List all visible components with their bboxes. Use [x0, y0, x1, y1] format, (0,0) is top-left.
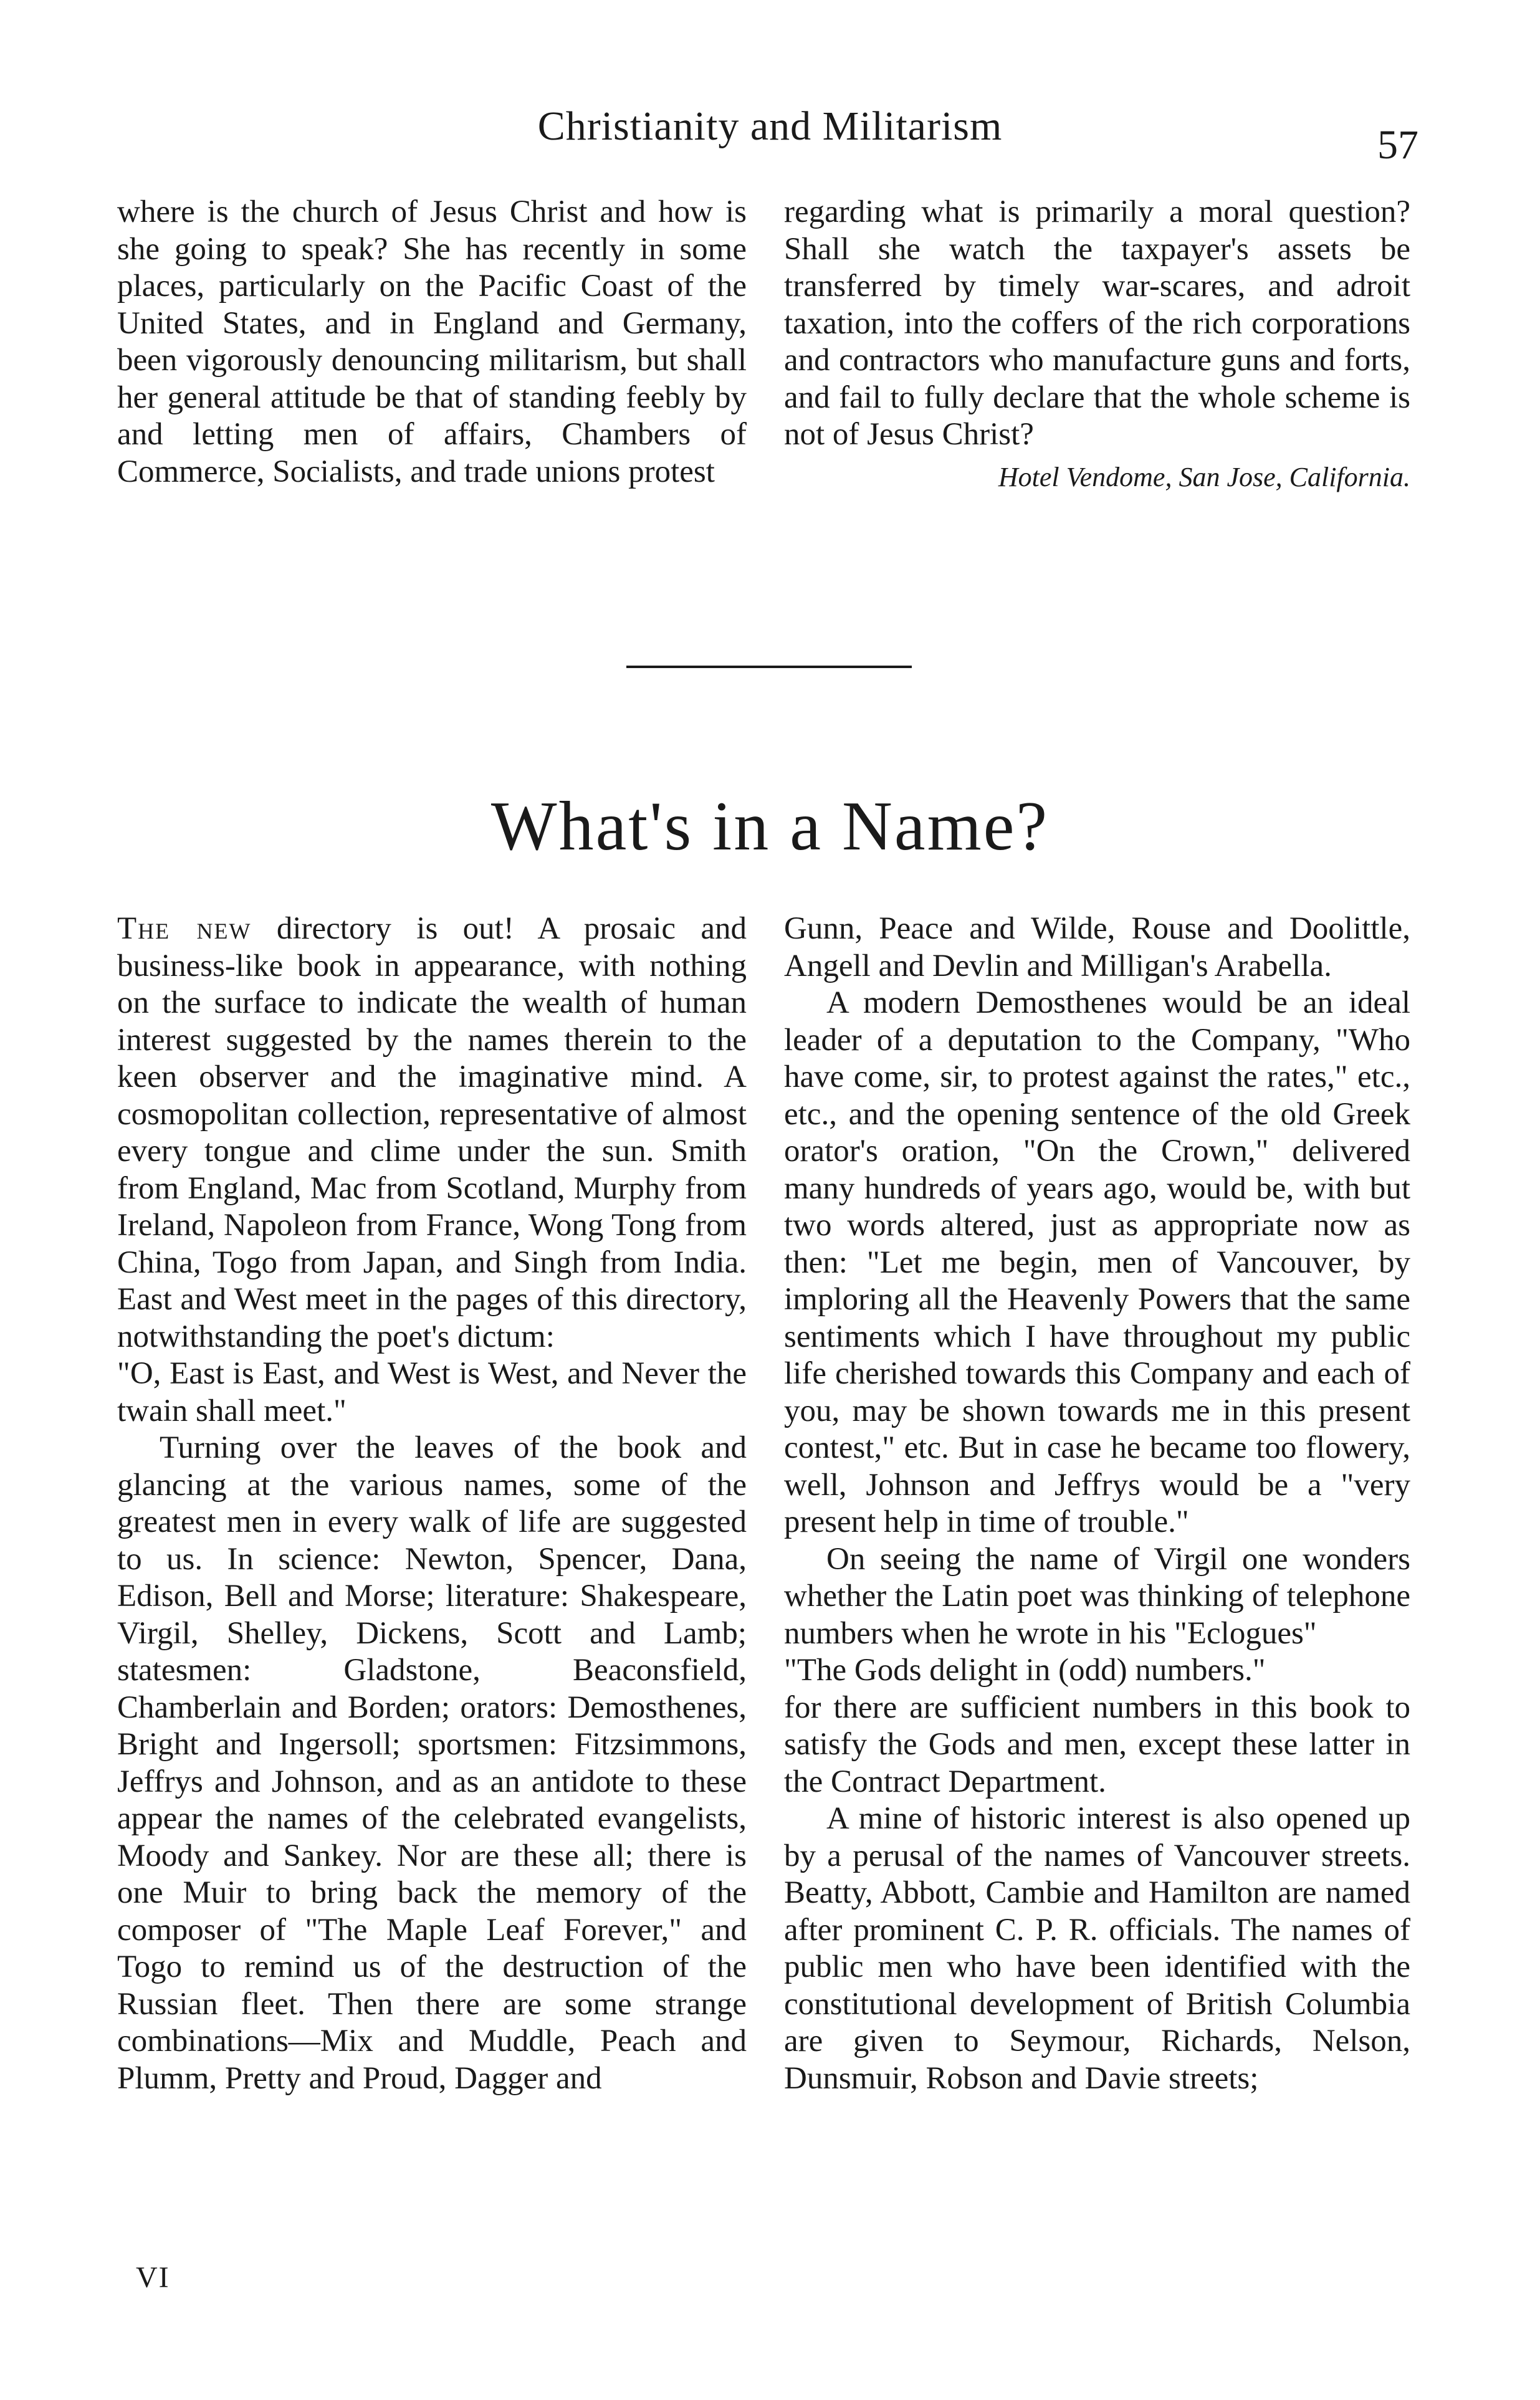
- previous-article-paragraph: where is the church of Jesus Christ and how is she going to speak? She has recently in some places, particularly on the Pacific Coast of the United States, and in England and Germany, been vigorously denouncing militarism, but shall her general attitude be that of standing feebly by and letting men of affairs, Chambers of Commerce, Socialists, and trade unions protest: [117, 194, 747, 489]
- poem-quote: "O, East is East, and West is West, and Never the twain shall meet.": [117, 1356, 747, 1428]
- article-right-column: [784, 911, 1410, 2097]
- running-head: Christianity and Militarism: [537, 103, 1003, 149]
- printer-signature-mark: VI: [136, 2261, 170, 2294]
- page-number: 57: [1377, 122, 1418, 168]
- previous-article-paragraph: regarding what is primarily a moral question? Shall she watch the taxpayer's assets be transferred by timely war-scares, and adroit taxation, into the coffers of the rich corporations and contractors who manufacture guns and forts, and fail to fully declare that the whole scheme is not of Jesus Christ?: [784, 194, 1410, 452]
- article-paragraph-text: directory is out! A prosaic and business-like book in appearance, with nothing on the surface to indicate the wealth of human interest suggested by the names therein to the keen observer and the imaginative mind. A cosmopolitan collection, representative of almost every tongue and clime under the sun. Smith from England, Mac from Scotland, Murphy from Ireland, Napoleon from France, Wong Tong from China, Togo from Japan, and Singh from India. East and West meet in the pages of this directory, notwithstanding the poet's dictum:: [117, 911, 747, 1354]
- article-paragraph: [117, 911, 747, 1355]
- article-left-column: [117, 911, 747, 2097]
- article-title: What's in a Name?: [490, 788, 1050, 865]
- author-address: Hotel Vendome, San Jose, California.: [998, 461, 1410, 492]
- article-paragraph: A modern Demosthenes would be an ideal leader of a deputation to the Company, "Who have come, sir, to protest against the rates," etc., etc., and the opening sentence of the old Greek orator's oration, "On the Crown," delivered many hundreds of years ago, would be, with but two words altered, just as appropriate now as then: "Let me begin, men of Vancouver, by imploring all the Heavenly Powers that the same sentiments which I have throughout my public life cherished towards this Company and each of you, may be shown towards me in this present contest," etc. But in case he became too flowery, well, Johnson and Jeffrys would be a "very present help in time of trouble.": [784, 985, 1410, 1539]
- article-paragraph: for there are sufficient numbers in this book to satisfy the Gods and men, except these latter in the Contract Department.: [784, 1690, 1410, 1799]
- article-paragraph: A mine of historic interest is also opened up by a perusal of the names of Vancouver streets. Beatty, Abbott, Cambie and Hamilton are named after prominent C. P. R. officials. The names of public men who have been identified with the constitutional development of British Columbia are given to Seymour, Richards, Nelson, Dunsmuir, Robson and Davie streets;: [784, 1801, 1410, 2096]
- article-paragraph: Turning over the leaves of the book and glancing at the various names, some of the greatest men in every walk of life are suggested to us. In science: Newton, Spencer, Dana, Edison, Bell and Morse; literature: Shakespeare, Virgil, Shelley, Dickens, Scott and Lamb; statesmen: Gladstone, Beaconsfield, Chamberlain and Borden; orators: Demosthenes, Bright and Ingersoll; sportsmen: Fitzsimmons, Jeffrys and Johnson, and as an antidote to these appear the names of the celebrated evangelists, Moody and Sankey. Nor are these all; there is one Muir to bring back the memory of the composer of "The Maple Leaf Forever," and Togo to remind us of the destruction of the Russian fleet. Then there are some strange combinations—Mix and Muddle, Peach and Plumm, Pretty and Proud, Dagger and: [117, 1430, 747, 2096]
- article-paragraph: On seeing the name of Virgil one wonders whether the Latin poet was thinking of telephone numbers when he wrote in his "Eclogues": [784, 1541, 1410, 1651]
- section-divider: [626, 666, 912, 668]
- previous-article-left-column: [117, 194, 747, 490]
- poem-quote: "The Gods delight in (odd) numbers.": [784, 1653, 1266, 1688]
- opening-smallcaps: The new: [117, 911, 252, 946]
- previous-article-right-column: [784, 194, 1410, 495]
- article-paragraph: Gunn, Peace and Wilde, Rouse and Doolittle, Angell and Devlin and Milligan's Arabella.: [784, 911, 1410, 983]
